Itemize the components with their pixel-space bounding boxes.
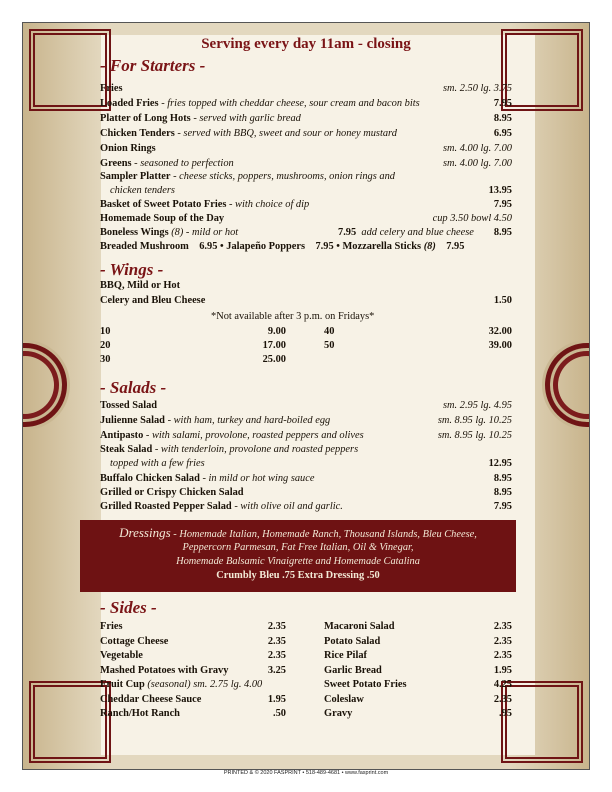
side-item: [100, 620, 123, 633]
sampler-row: [100, 170, 395, 183]
wings-qty-30: 30: [100, 354, 111, 365]
grilled-name: Grilled or Crispy Chicken Salad: [100, 487, 244, 498]
fries-name: Fries: [100, 83, 123, 94]
soup-price: cup 3.50 bowl 4.50: [432, 213, 512, 224]
antipasto-name: Antipasto: [100, 430, 144, 441]
long-hots-price: 8.95: [493, 113, 512, 124]
side-price: .50: [273, 708, 286, 719]
onion-rings-name: Onion Rings: [100, 143, 156, 154]
wings-heading: - Wings -: [100, 260, 164, 279]
dressings-line1: Dressings - Homemade Italian, Homemade Ranch, Thousand Islands, Bleu Cheese,: [119, 525, 477, 540]
sampler-price: 13.95: [488, 185, 512, 196]
basket-desc: - with choice of dip: [226, 199, 310, 210]
boneless-price: 7.95: [338, 227, 357, 238]
side-price: 2.35: [267, 635, 286, 647]
tossed-name: Tossed Salad: [100, 400, 158, 411]
side-price: 2.35: [267, 621, 286, 632]
boneless-name: Boneless Wings: [100, 227, 169, 238]
antipasto-row: [100, 429, 364, 442]
side-name: Garlic Bread: [324, 664, 382, 676]
sampler-name: Sampler Platter: [100, 171, 171, 182]
buffalo-name: Buffalo Chicken Salad: [100, 473, 200, 484]
sampler-desc-line2: chicken tenders: [110, 185, 175, 196]
side-name: Coleslaw: [324, 693, 364, 705]
side-item: [100, 693, 201, 706]
side-name: Fries: [100, 621, 123, 632]
side-price: 3.25: [267, 664, 286, 676]
wings-qty-10: 10: [100, 326, 111, 337]
dressings-line3: Homemade Balsamic Vinaigrette and Homemade Catalina: [176, 556, 420, 567]
side-name: Macaroni Salad: [324, 621, 395, 632]
buffalo-desc: - in mild or hot wing sauce: [199, 473, 315, 484]
buffalo-price: 8.95: [493, 473, 512, 484]
wings-celery-price: 1.50: [493, 295, 512, 306]
long-hots-row: [100, 112, 301, 125]
mozzarella-price: 7.95: [446, 241, 465, 252]
pepper-row: [100, 500, 343, 513]
boneless-addon-price: 8.95: [493, 227, 512, 238]
appetizer-combo-row: [100, 240, 464, 253]
steak-row: [100, 443, 358, 456]
loaded-fries-name: Loaded Fries: [100, 98, 159, 109]
starters-heading: - For Starters -: [100, 56, 206, 75]
jalapeno-price: 7.95: [315, 241, 334, 252]
buffalo-row: [100, 472, 314, 485]
julienne-row: [100, 414, 330, 427]
wings-price-30: 25.00: [262, 354, 286, 365]
side-price: 2.35: [493, 621, 512, 632]
side-price: 1.95: [267, 693, 286, 705]
printer-footer: PRINTED & © 2020 FASPRINT • 518-489-4681 • www.fasprint.com: [223, 770, 389, 776]
tenders-desc: - served with BBQ, sweet and sour or honey mustard: [174, 128, 397, 139]
grilled-price: 8.95: [493, 487, 512, 498]
long-hots-name: Platter of Long Hots: [100, 113, 191, 124]
side-name: Potato Salad: [324, 635, 381, 647]
side-name: Sweet Potato Fries: [324, 679, 407, 690]
side-name: Cheddar Cheese Sauce: [100, 693, 202, 705]
greens-desc: - seasoned to perfection: [131, 158, 234, 169]
side-item: [100, 664, 228, 677]
wings-price-10: 9.00: [267, 326, 286, 337]
steak-desc: - with tenderloin, provolone and roasted peppers: [152, 444, 359, 455]
soup-name: Homemade Soup of the Day: [100, 213, 225, 224]
julienne-desc: - with ham, turkey and hard-boiled egg: [164, 415, 331, 426]
wings-qty-20: 20: [100, 340, 111, 351]
side-extra: (seasonal) sm. 2.75 lg. 4.00: [144, 679, 263, 690]
tossed-price: sm. 2.95 lg. 4.95: [443, 400, 512, 411]
salads-heading: - Salads -: [100, 378, 167, 397]
side-price: 2.35: [493, 650, 512, 661]
jalapeno-name: Jalapeño Poppers: [226, 241, 306, 252]
side-item: [100, 678, 262, 691]
dressings-label: Dressings: [119, 525, 171, 540]
boneless-addon: add celery and blue cheese: [361, 227, 474, 238]
boneless-row: [100, 226, 238, 239]
wings-note: *Not available after 3 p.m. on Fridays*: [211, 311, 375, 322]
steak-name: Steak Salad: [100, 444, 153, 455]
wings-flavors: BBQ, Mild or Hot: [100, 280, 181, 291]
bullet: •: [220, 241, 224, 252]
side-item: [100, 707, 180, 720]
mozzarella-name: Mozzarella Sticks: [342, 241, 422, 252]
side-name: Vegetable: [100, 650, 143, 661]
side-item: [100, 635, 168, 648]
long-hots-desc: - served with garlic bread: [190, 113, 301, 124]
boneless-desc: (8) - mild or hot: [168, 227, 239, 238]
side-name: Rice Pilaf: [324, 650, 367, 661]
loaded-fries-price: 7.95: [493, 98, 512, 109]
side-price: 1.95: [493, 664, 512, 676]
wings-qty-40: 40: [324, 326, 335, 337]
basket-name: Basket of Sweet Potato Fries: [100, 199, 227, 210]
side-price: 2.35: [493, 693, 512, 705]
side-price: .95: [499, 708, 512, 719]
side-name: Gravy: [324, 708, 353, 719]
julienne-price: sm. 8.95 lg. 10.25: [437, 415, 512, 426]
loaded-fries-row: [100, 97, 420, 110]
pepper-price: 7.95: [493, 501, 512, 512]
basket-row: [100, 198, 309, 211]
pepper-name: Grilled Roasted Pepper Salad: [100, 501, 232, 512]
side-name: Ranch/Hot Ranch: [100, 708, 180, 719]
side-price: 4.25: [493, 679, 512, 690]
side-name: Fruit Cup: [100, 679, 145, 690]
pepper-desc: - with olive oil and garlic.: [231, 501, 343, 512]
wings-price-50: 39.00: [488, 340, 512, 351]
tenders-price: 6.95: [493, 128, 512, 139]
wings-qty-50: 50: [324, 340, 335, 351]
antipasto-desc: - with salami, provolone, roasted peppers and olives: [143, 430, 364, 441]
mushroom-name: Breaded Mushroom: [100, 241, 189, 252]
steak-desc-line2: topped with a few fries: [110, 458, 205, 469]
julienne-name: Julienne Salad: [100, 415, 165, 426]
tenders-name: Chicken Tenders: [100, 128, 175, 139]
sides-heading: - Sides -: [100, 598, 157, 617]
tenders-row: [100, 127, 397, 140]
side-name: Mashed Potatoes with Gravy: [100, 664, 229, 676]
greens-price: sm. 4.00 lg. 7.00: [443, 158, 512, 169]
onion-rings-price: sm. 4.00 lg. 7.00: [443, 143, 512, 154]
bullet: •: [336, 241, 340, 252]
side-price: 2.35: [267, 650, 286, 661]
dressings-extras: Crumbly Bleu .75 Extra Dressing .50: [216, 570, 380, 581]
serving-hours: Serving every day 11am - closing: [201, 36, 411, 52]
side-item: [100, 649, 143, 662]
side-name: Cottage Cheese: [100, 635, 169, 647]
dressings-line2: Peppercorn Parmesan, Fat Free Italian, Oil & Vinegar,: [182, 542, 414, 553]
mushroom-price: 6.95: [199, 241, 218, 252]
boneless-price-row: [338, 226, 474, 239]
wings-price-40: 32.00: [488, 326, 512, 337]
fries-price: sm. 2.50 lg. 3.75: [443, 83, 512, 94]
antipasto-price: sm. 8.95 lg. 10.25: [437, 430, 512, 441]
side-price: 2.35: [493, 635, 512, 647]
sampler-desc: - cheese sticks, poppers, mushrooms, onion rings and: [170, 171, 395, 182]
basket-price: 7.95: [493, 199, 512, 210]
steak-price: 12.95: [488, 458, 512, 469]
greens-row: [100, 157, 234, 170]
mozzarella-count: (8): [423, 241, 436, 252]
loaded-fries-desc: - fries topped with cheddar cheese, sour cream and bacon bits: [158, 98, 420, 109]
wings-celery: Celery and Bleu Cheese: [100, 295, 206, 306]
greens-name: Greens: [100, 158, 132, 169]
wings-price-20: 17.00: [262, 340, 286, 351]
